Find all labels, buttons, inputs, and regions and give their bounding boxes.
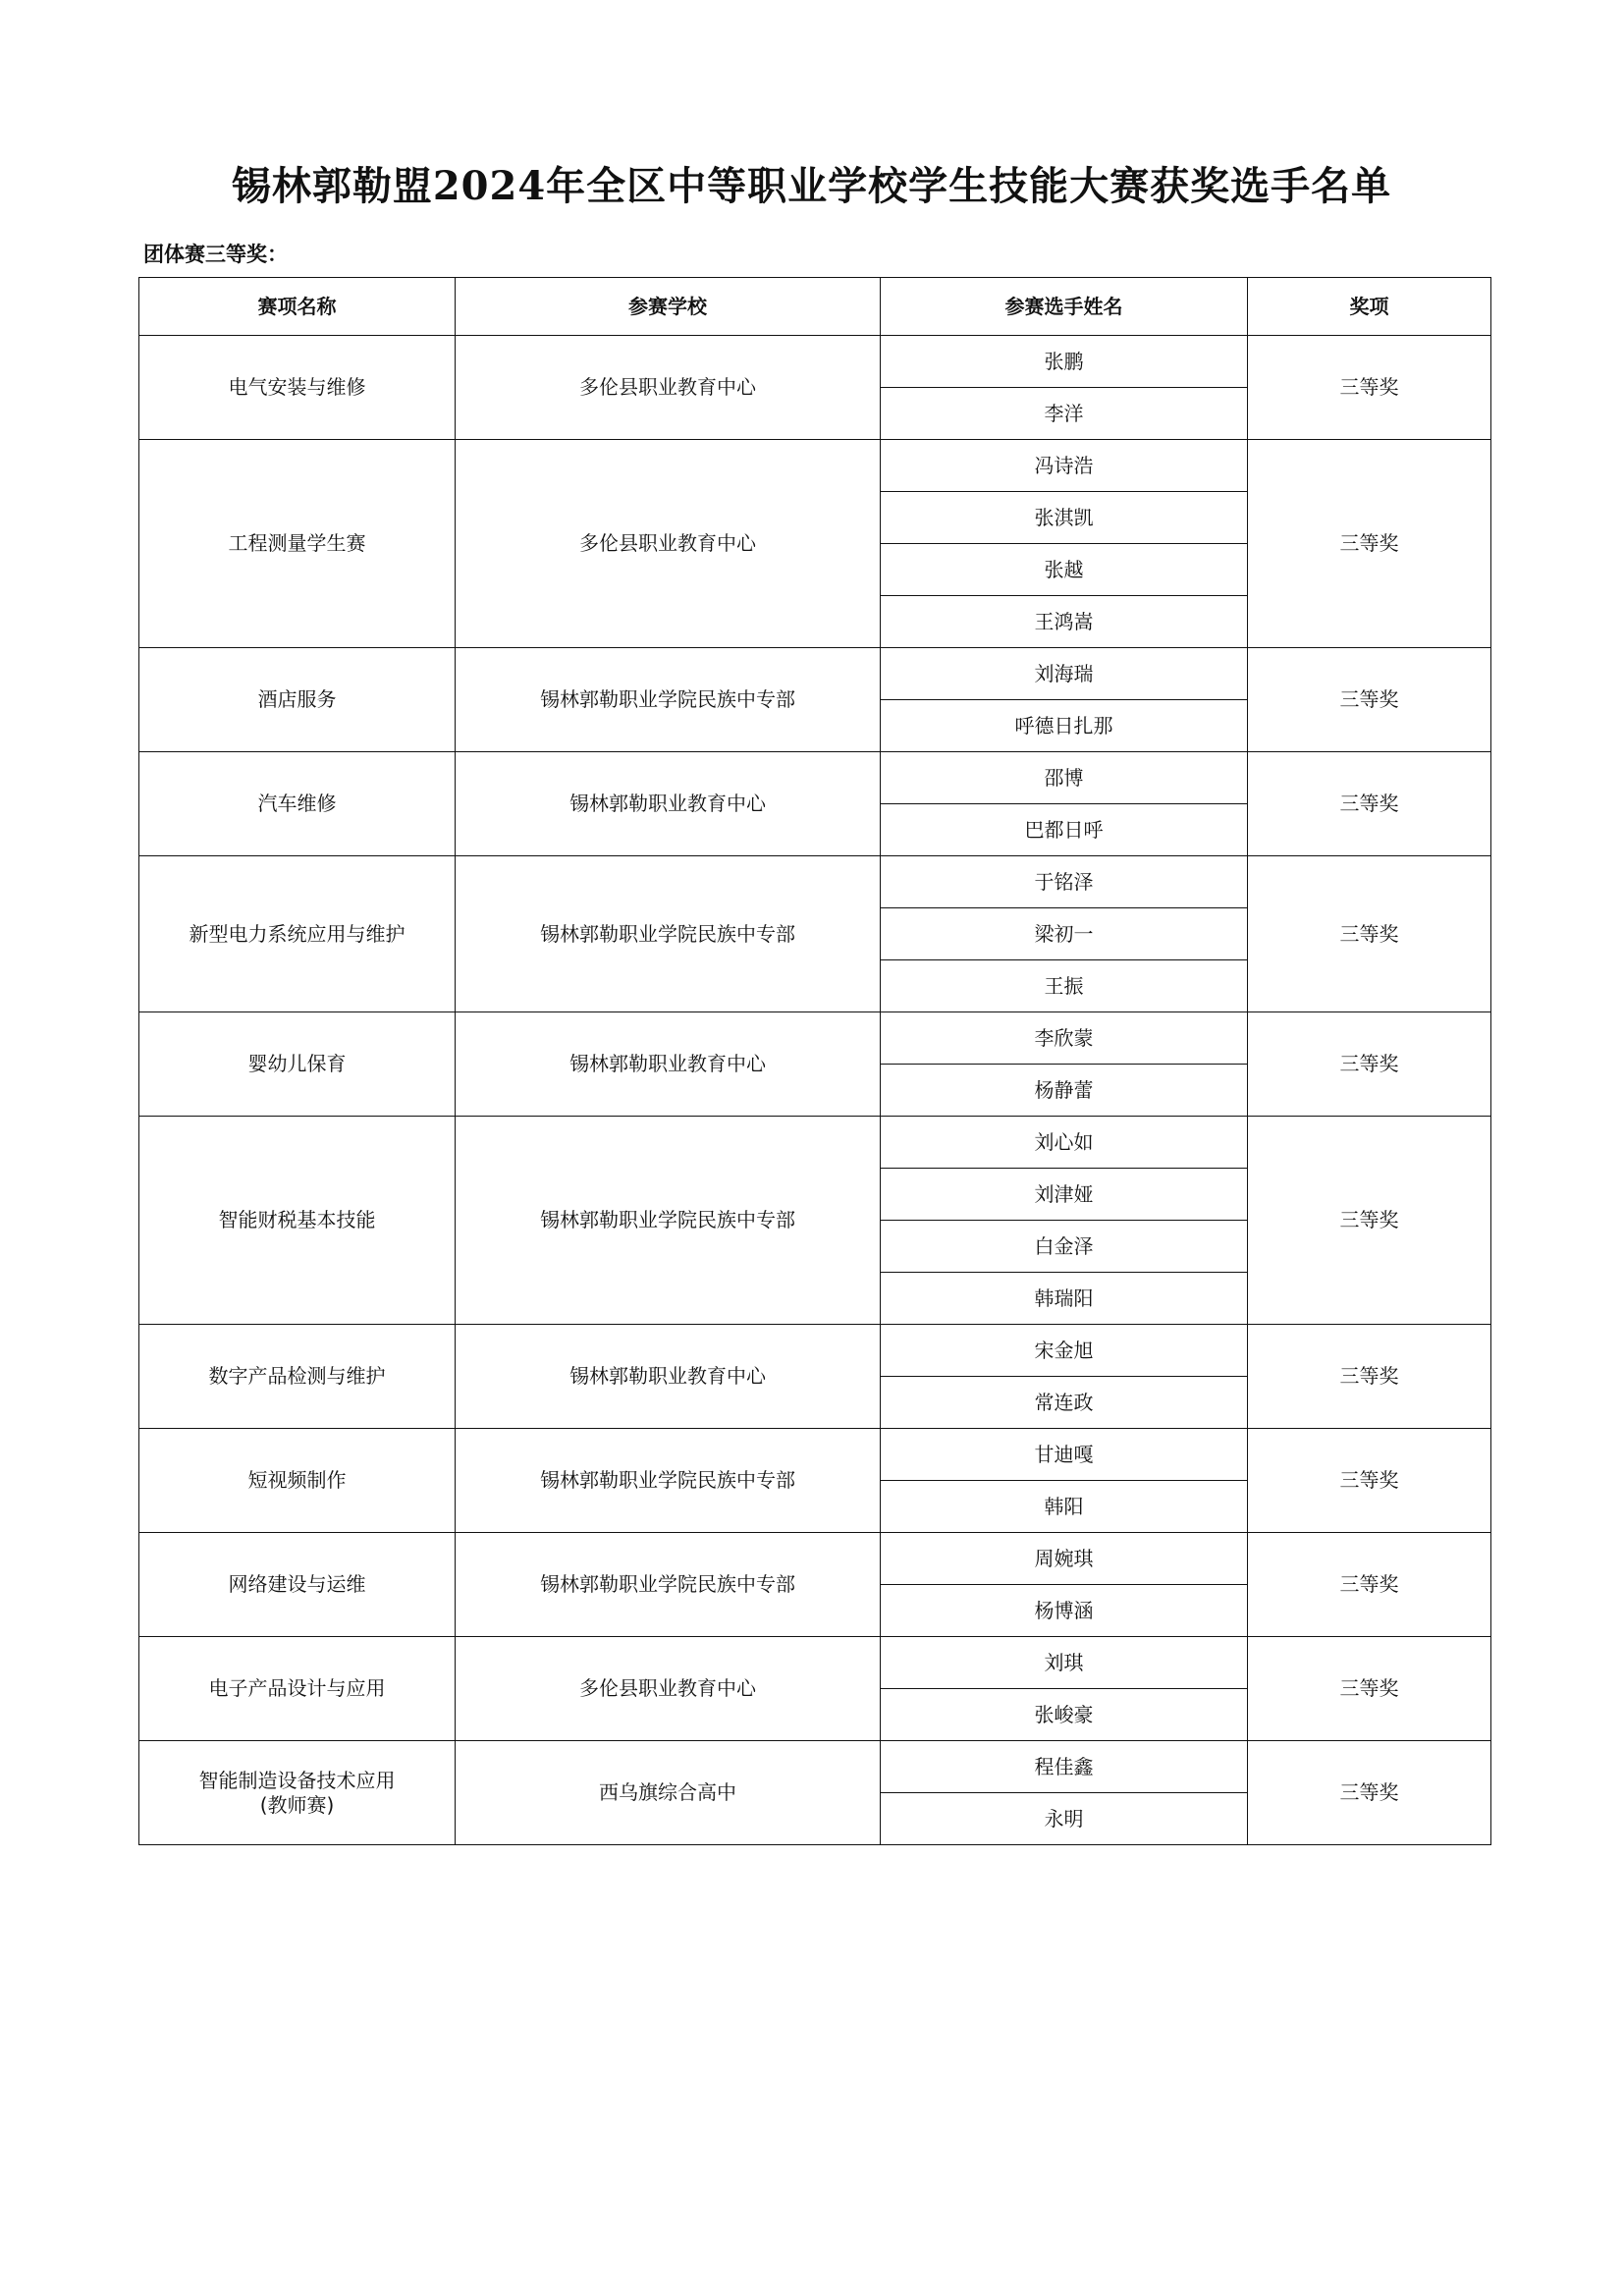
event-name-cell: 短视频制作 — [139, 1429, 456, 1533]
table-row — [139, 1741, 1491, 1793]
school-cell: 锡林郭勒职业学院民族中专部 — [456, 1429, 881, 1533]
school-cell: 锡林郭勒职业教育中心 — [456, 1012, 881, 1117]
player-name-cell: 张鹏 — [881, 336, 1248, 388]
event-name-cell: 数字产品检测与维护 — [139, 1325, 456, 1429]
player-name-cell: 王振 — [881, 960, 1248, 1012]
player-name-cell: 周婉琪 — [881, 1533, 1248, 1585]
event-name-cell: 智能制造设备技术应用 (教师赛) — [139, 1741, 456, 1845]
player-name-cell: 常连政 — [881, 1377, 1248, 1429]
player-name-cell: 张峻豪 — [881, 1689, 1248, 1741]
event-name-cell: 新型电力系统应用与维护 — [139, 856, 456, 1012]
player-name-cell: 刘琪 — [881, 1637, 1248, 1689]
player-name-cell: 呼德日扎那 — [881, 700, 1248, 752]
player-name-cell: 巴都日呼 — [881, 804, 1248, 856]
column-header-players: 参赛选手姓名 — [881, 278, 1248, 336]
player-name-cell: 甘迪嘎 — [881, 1429, 1248, 1481]
event-name-cell: 电气安装与维修 — [139, 336, 456, 440]
award-cell: 三等奖 — [1248, 1325, 1491, 1429]
award-cell: 三等奖 — [1248, 336, 1491, 440]
award-cell: 三等奖 — [1248, 1637, 1491, 1741]
event-name-cell: 汽车维修 — [139, 752, 456, 856]
table-row — [139, 1637, 1491, 1689]
award-cell: 三等奖 — [1248, 1533, 1491, 1637]
event-name-cell: 婴幼儿保育 — [139, 1012, 456, 1117]
page-title: 锡林郭勒盟2024年全区中等职业学校学生技能大赛获奖选手名单 — [231, 163, 1392, 209]
column-header-award: 奖项 — [1248, 278, 1491, 336]
player-name-cell: 韩阳 — [881, 1481, 1248, 1533]
player-name-cell: 李洋 — [881, 388, 1248, 440]
player-name-cell: 程佳鑫 — [881, 1741, 1248, 1793]
award-cell: 三等奖 — [1248, 648, 1491, 752]
column-header-school: 参赛学校 — [456, 278, 881, 336]
player-name-cell: 于铭泽 — [881, 856, 1248, 908]
table-row — [139, 1325, 1491, 1377]
player-name-cell: 刘心如 — [881, 1117, 1248, 1169]
table-row — [139, 336, 1491, 388]
event-name-cell: 工程测量学生赛 — [139, 440, 456, 648]
school-cell: 锡林郭勒职业教育中心 — [456, 752, 881, 856]
player-name-cell: 宋金旭 — [881, 1325, 1248, 1377]
table-row — [139, 1012, 1491, 1065]
column-header-event: 赛项名称 — [139, 278, 456, 336]
player-name-cell: 张越 — [881, 544, 1248, 596]
table-row — [139, 856, 1491, 908]
event-name-cell: 智能财税基本技能 — [139, 1117, 456, 1325]
player-name-cell: 邵博 — [881, 752, 1248, 804]
table-row — [139, 1429, 1491, 1481]
school-cell: 多伦县职业教育中心 — [456, 336, 881, 440]
award-cell: 三等奖 — [1248, 440, 1491, 648]
player-name-cell: 张淇凯 — [881, 492, 1248, 544]
player-name-cell: 韩瑞阳 — [881, 1273, 1248, 1325]
player-name-cell: 李欣蒙 — [881, 1012, 1248, 1065]
award-cell: 三等奖 — [1248, 1741, 1491, 1845]
school-cell: 锡林郭勒职业学院民族中专部 — [456, 856, 881, 1012]
school-cell: 锡林郭勒职业教育中心 — [456, 1325, 881, 1429]
player-name-cell: 白金泽 — [881, 1221, 1248, 1273]
player-name-cell: 杨静蕾 — [881, 1065, 1248, 1117]
school-cell: 锡林郭勒职业学院民族中专部 — [456, 1533, 881, 1637]
event-name-cell: 酒店服务 — [139, 648, 456, 752]
award-cell: 三等奖 — [1248, 752, 1491, 856]
award-cell: 三等奖 — [1248, 1117, 1491, 1325]
table-row — [139, 1117, 1491, 1169]
award-cell: 三等奖 — [1248, 1429, 1491, 1533]
school-cell: 西乌旗综合高中 — [456, 1741, 881, 1845]
event-name-cell: 网络建设与运维 — [139, 1533, 456, 1637]
school-cell: 锡林郭勒职业学院民族中专部 — [456, 1117, 881, 1325]
player-name-cell: 永明 — [881, 1793, 1248, 1845]
player-name-cell: 冯诗浩 — [881, 440, 1248, 492]
player-name-cell: 刘津娅 — [881, 1169, 1248, 1221]
section-label: 团体赛三等奖： — [143, 243, 288, 266]
table-row — [139, 440, 1491, 492]
award-cell: 三等奖 — [1248, 1012, 1491, 1117]
player-name-cell: 梁初一 — [881, 908, 1248, 960]
school-cell: 多伦县职业教育中心 — [456, 440, 881, 648]
player-name-cell: 王鸿嵩 — [881, 596, 1248, 648]
table-row — [139, 752, 1491, 804]
table-header-row — [139, 278, 1491, 336]
player-name-cell: 刘海瑞 — [881, 648, 1248, 700]
table-row — [139, 1533, 1491, 1585]
event-name-cell: 电子产品设计与应用 — [139, 1637, 456, 1741]
table-body — [139, 336, 1491, 1845]
award-table — [138, 277, 1491, 1845]
award-cell: 三等奖 — [1248, 856, 1491, 1012]
school-cell: 锡林郭勒职业学院民族中专部 — [456, 648, 881, 752]
table-row — [139, 648, 1491, 700]
player-name-cell: 杨博涵 — [881, 1585, 1248, 1637]
school-cell: 多伦县职业教育中心 — [456, 1637, 881, 1741]
